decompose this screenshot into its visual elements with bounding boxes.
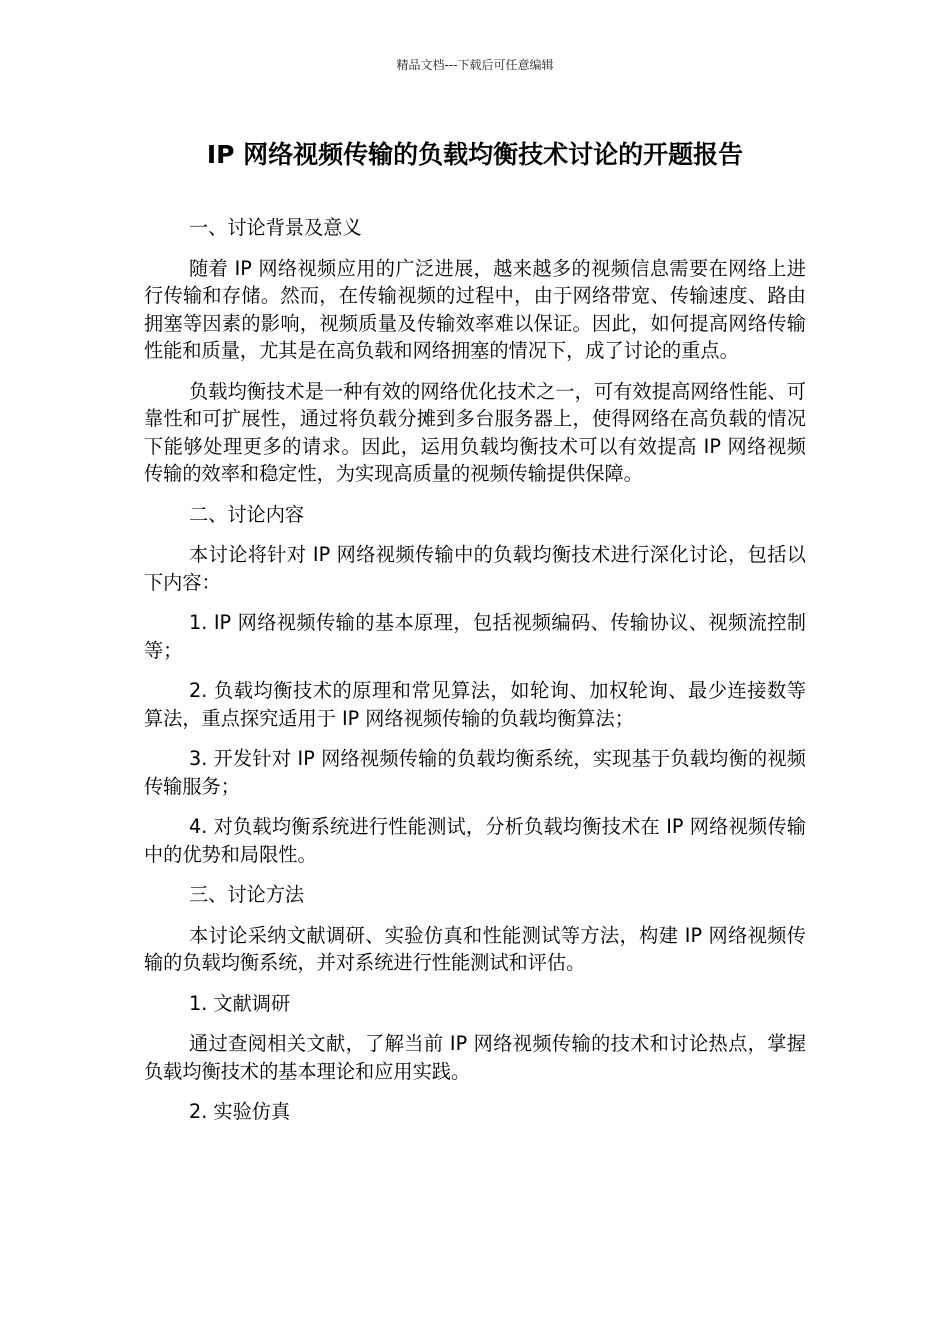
section-heading-background: 一、讨论背景及意义 — [189, 216, 362, 239]
paragraph-background-1: 随着 IP 网络视频应用的广泛进展，越来越多的视频信息需要在网络上进行传输和存储。然而，在传输视频的过程中，由于网络带宽、传输速度、路由拥塞等因素的影响，视频质量及传输效率难以保证。因此，如何提高网络传输性能和质量，尤其是在高负载和网络拥塞的情况下，成了讨论的重点。 — [144, 256, 806, 362]
list-item-content-3: 3. 开发针对 IP 网络视频传输的负载均衡系统，实现基于负载均衡的视频传输服务； — [144, 747, 806, 798]
document-body — [144, 214, 806, 1126]
section-heading-method: 三、讨论方法 — [189, 883, 305, 906]
paragraph-method-intro: 本讨论采纳文献调研、实验仿真和性能测试等方法，构建 IP 网络视频传输的负载均衡系统，并对系统进行性能测试和评估。 — [144, 923, 806, 974]
paragraph-content-intro: 本讨论将针对 IP 网络视频传输中的负载均衡技术进行深化讨论，包括以下内容： — [144, 543, 806, 594]
paragraph-literature-review: 通过查阅相关文献，了解当前 IP 网络视频传输的技术和讨论热点，掌握负载均衡技术的基本理论和应用实践。 — [144, 1032, 806, 1083]
subheading-simulation: 2. 实验仿真 — [189, 1100, 291, 1123]
list-item-content-4: 4. 对负载均衡系统进行性能测试，分析负载均衡技术在 IP 网络视频传输中的优势和局限性。 — [144, 815, 806, 866]
document-title: IP 网络视频传输的负载均衡技术讨论的开题报告 — [206, 140, 744, 169]
list-item-content-2: 2. 负载均衡技术的原理和常见算法，如轮询、加权轮询、最少连接数等算法，重点探究适用于 IP 网络视频传输的负载均衡算法； — [144, 679, 806, 730]
header-note: 精品文档---下载后可任意编辑 — [396, 58, 554, 72]
subheading-literature-review: 1. 文献调研 — [189, 991, 291, 1015]
paragraph-background-2: 负载均衡技术是一种有效的网络优化技术之一，可有效提高网络性能、可靠性和可扩展性，通过将负载分摊到多台服务器上，使得网络在高负载的情况下能够处理更多的请求。因此，运用负载均衡技术可以有效提高 IP 网络视频传输的效率和稳定性，为实现高质量的视频传输提供保障。 — [144, 379, 806, 485]
list-item-content-1: 1. IP 网络视频传输的基本原理，包括视频编码、传输协议、视频流控制等； — [144, 611, 806, 662]
section-heading-content: 二、讨论内容 — [189, 502, 305, 526]
